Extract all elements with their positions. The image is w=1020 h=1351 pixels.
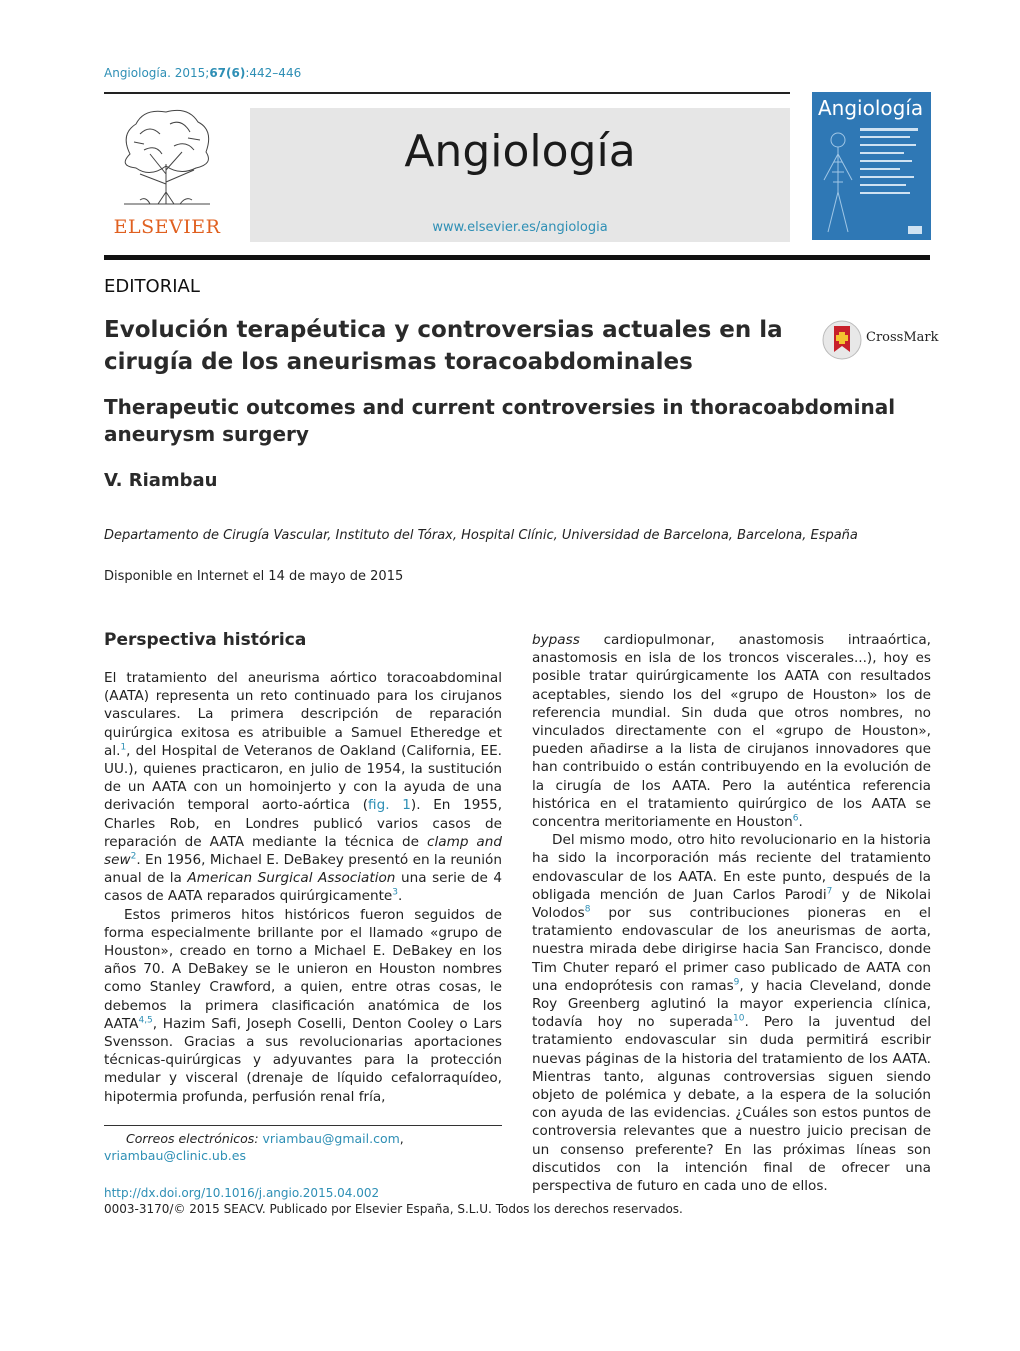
header-top-rule [104, 92, 790, 94]
paragraph-2 [104, 906, 502, 1106]
reference-link[interactable]: 2 [130, 851, 137, 862]
cover-title: Angiología [818, 96, 924, 120]
paragraph-3 [532, 831, 931, 1195]
footnote-emails [104, 1130, 502, 1164]
text-run: , del Hospital de Veteranos de Oakland (California, EE. UU.), quienes practicaron, en julio de 1954, la sustitución de un AATA con un homoinjerto y con la ayuda de una derivación temporal aorto-aórtica ( [104, 742, 502, 814]
elsevier-tree-icon [110, 104, 222, 208]
reference-link[interactable]: 8 [584, 904, 591, 915]
text-run: una serie de 4 casos de AATA reparados quirúrgicamente [104, 870, 503, 905]
paragraph-2-continued [532, 631, 931, 831]
text-run: El tratamiento del aneurisma aórtico toracoabdominal (AATA) representa un reto continuado para los cirujanos vasculares. La primera descripción de reparación quirúrgica exitosa es atribuible a Samuel Etheredge et al. [104, 670, 502, 759]
reference-link[interactable]: 7 [826, 886, 833, 897]
reference-link[interactable]: 4,5 [138, 1015, 153, 1026]
article-type: EDITORIAL [104, 276, 200, 297]
text-run-italic: bypass [532, 632, 580, 648]
text-run-italic: American Surgical Association [187, 870, 396, 887]
author-name[interactable]: V. Riambau [104, 470, 218, 491]
citation-year: 2015; [174, 66, 210, 80]
author-affiliation: Departamento de Cirugía Vascular, Instituto del Tórax, Hospital Clínic, Universidad de Barcelona, Barcelona, España [104, 528, 858, 543]
footnote-rule [104, 1125, 502, 1126]
article-title-english: Therapeutic outcomes and current controversies in thoracoabdominal aneurysm surgery [104, 395, 896, 446]
crossmark-icon [822, 318, 862, 362]
reference-link[interactable]: 1 [120, 742, 127, 753]
reference-link[interactable]: 3 [392, 887, 399, 898]
text-run-italic: clamp and sew [104, 833, 502, 869]
cover-figure-icon [812, 92, 931, 240]
footnote-separator: , [399, 1131, 404, 1146]
body-column-left [104, 669, 502, 1106]
elsevier-logo[interactable] [104, 104, 230, 244]
text-run: Estos primeros hitos históricos fueron seguidos de forma especialmente brillante por el llamado «grupo de Houston», creado en torno a Michael E. DeBakey en los años 70. A DeBakey se le unieron en Houston nombres como Stanley Crawford, a quien, entre otras cosas, le debemos la primera clasificación anatómica de los AATA [104, 906, 502, 1032]
text-run: . Pero la juventud del tratamiento endovascular sin duda permitirá escribir nuevas páginas de la historia del tratamiento de los AATA. Mientras tanto, algunas controversias siguen siendo objeto de polémica y debate, a la espera de la solución con ayuda de las evidencias. ¿Cuáles son estos puntos de controversia relevantes que a nuestro juicio precisan de un consenso preferente? En las próximas líneas son discutidos con la intención final de ofrecer una perspectiva de futuro en cada uno de ellos. [532, 1014, 932, 1195]
text-run: . [798, 814, 803, 831]
article-title-spanish: Evolución terapéutica y controversias actuales en la cirugía de los aneurismas toracoabdominales [104, 317, 783, 375]
journal-title-panel [250, 108, 790, 242]
citation-pages: :442–446 [245, 66, 302, 80]
elsevier-wordmark: ELSEVIER [113, 216, 221, 238]
journal-citation[interactable] [104, 66, 301, 80]
text-run: Del mismo modo, otro hito revolucionario en la historia ha sido la incorporación más reciente del tratamiento endovascular de los AATA. En este punto, después de la obligada mención de Juan Carlos Parodi [532, 832, 931, 903]
body-column-right [532, 631, 931, 1195]
journal-cover-image[interactable] [812, 92, 931, 240]
header-divider [104, 255, 930, 260]
text-run: . En 1956, Michael E. DeBakey presentó en la reunión anual de la [104, 852, 502, 887]
figure-link[interactable]: fig. 1 [368, 797, 411, 814]
citation-volume: 67(6) [209, 66, 246, 80]
journal-url-link[interactable]: www.elsevier.es/angiologia [432, 220, 608, 235]
crossmark-label: CrossMark [866, 330, 939, 345]
text-run: por sus contribuciones pioneras en el tratamiento endovascular de los aneurismas de aorta, nuestra mirada debe dirigirse hacia San Francisco, donde Tim Chuter reparó el primer caso publicado de AATA con una endoprótesis con ramas [532, 905, 931, 994]
email-link[interactable]: vriambau@gmail.com [262, 1131, 400, 1146]
doi-link[interactable]: http://dx.doi.org/10.1016/j.angio.2015.04.002 [104, 1186, 380, 1200]
text-run: cardiopulmonar, anastomosis intraaórtica, anastomosis en isla de los troncos viscerales...), hoy es posible tratar quirúrgicamente los AATA con resultados aceptables, siendo los del «grupo de Houston» los de referencia mundial. Sin duda que otros nombres, no vinculados directamente con el «grupo de Houston», pueden añadirse a la lista de cirujanos innovadores que han contribuido o están contribuyendo en la evolución de la cirugía de los AATA. Pero la auténtica referencia histórica en el tratamiento quirúrgico de los AATA se concentra meritoriamente en Houston [532, 632, 931, 831]
paragraph-1 [104, 669, 502, 906]
reference-link[interactable]: 6 [792, 813, 799, 824]
text-run: ). En 1955, Charles Rob, en Londres publicó varios casos de reparación de AATA mediante la técnica de [104, 797, 503, 850]
journal-header [104, 92, 930, 244]
text-run: , Hazim Safi, Joseph Coselli, Denton Cooley o Lars Svensson. Gracias a sus revolucionarias aportaciones técnicas-quirúrgicas y adyuvantes para la protección medular y visceral (drenaje de líquido cefalorraquídeo, hipotermia profunda, perfusión renal fría, [104, 1015, 502, 1105]
crossmark-badge[interactable] [822, 318, 942, 362]
journal-title: Angiología [404, 126, 636, 177]
text-run: y de Nikolai Volodos [532, 886, 931, 922]
citation-journal: Angiología. [104, 66, 171, 80]
text-run: . [398, 888, 403, 905]
section-heading: Perspectiva histórica [104, 630, 307, 650]
availability-date: Disponible en Internet el 14 de mayo de 2015 [104, 569, 404, 584]
text-run: , y hacia Cleveland, donde Roy Greenberg aglutinó la mayor experiencia clínica, todavía hoy no superada [532, 977, 931, 1031]
reference-link[interactable]: 9 [733, 977, 740, 988]
copyright-notice: 0003-3170/© 2015 SEACV. Publicado por Elsevier España, S.L.U. Todos los derechos reservados. [104, 1202, 683, 1216]
footnote-label: Correos electrónicos: [126, 1131, 259, 1146]
email-link[interactable]: vriambau@clinic.ub.es [104, 1148, 246, 1163]
reference-link[interactable]: 10 [733, 1013, 745, 1024]
